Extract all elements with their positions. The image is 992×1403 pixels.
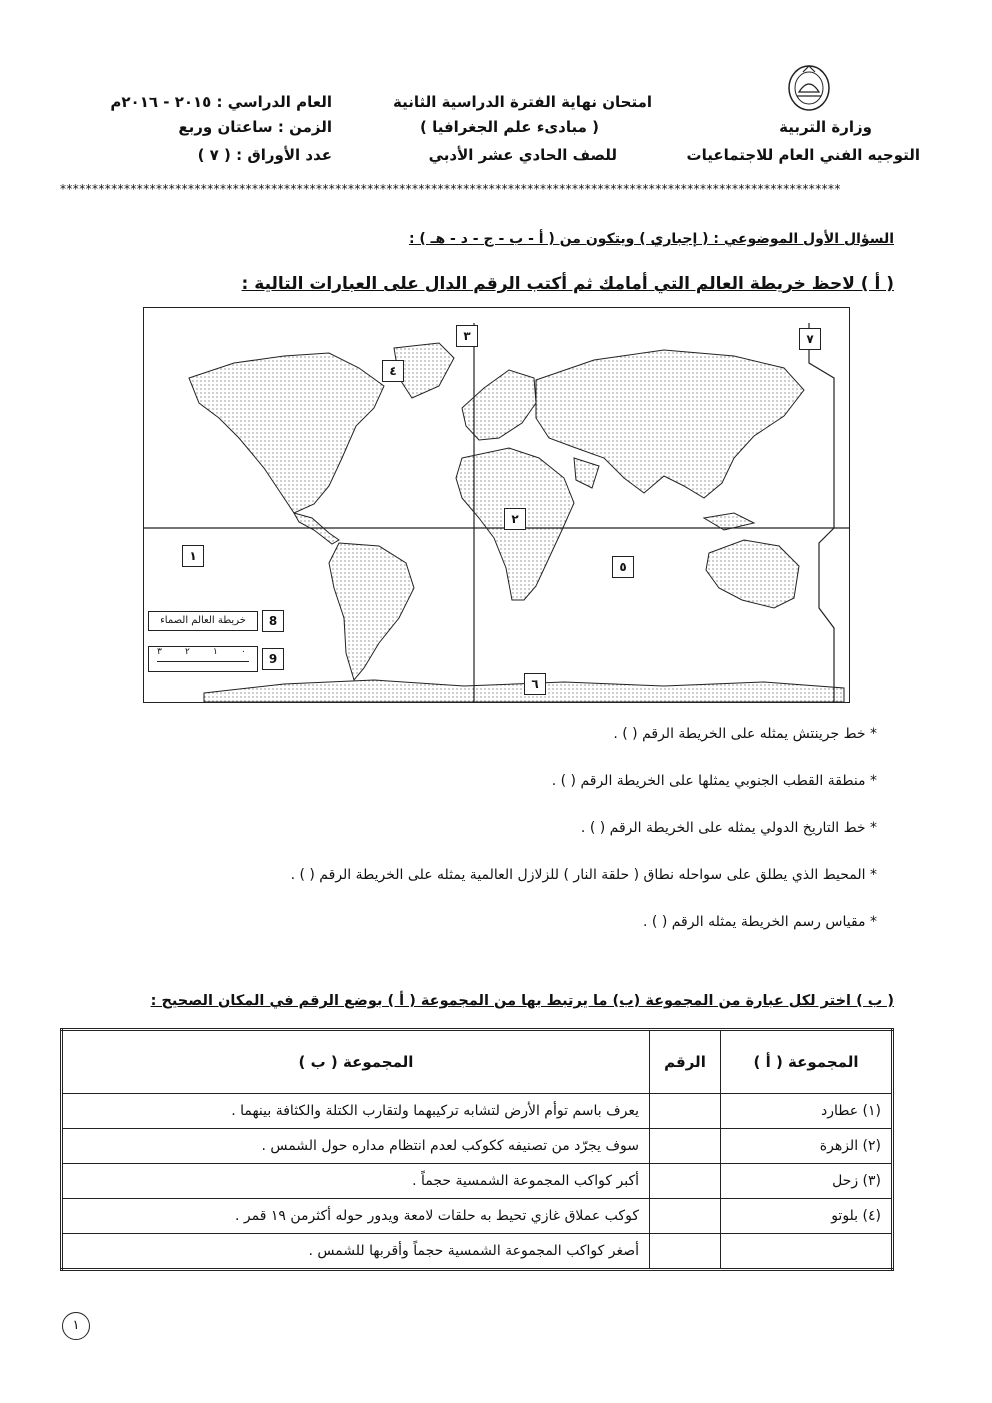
group-a-cell: (٣) زحل bbox=[721, 1164, 893, 1199]
header-group-a: المجموعة ( أ ) bbox=[721, 1030, 893, 1094]
map-label-1: ١ bbox=[182, 545, 204, 567]
header-number: الرقم bbox=[650, 1030, 721, 1094]
number-answer-cell[interactable] bbox=[650, 1164, 721, 1199]
group-b-cell: أصغر كواكب المجموعة الشمسية حجماً وأقربها للشمس . bbox=[62, 1234, 650, 1270]
department-line: التوجيه الفني العام للاجتماعيات bbox=[686, 146, 920, 164]
statement-1: * خط جرينتش يمثله على الخريطة الرقم ( ) . bbox=[613, 726, 877, 742]
map-label-7: ٧ bbox=[799, 328, 821, 350]
date-line bbox=[809, 323, 834, 702]
map-scale-bar bbox=[148, 646, 258, 672]
page-number: ١ bbox=[62, 1312, 90, 1340]
world-map-drawing bbox=[144, 308, 849, 702]
group-a-cell: (٢) الزهرة bbox=[721, 1129, 893, 1164]
question1-title: السؤال الأول الموضوعي : ( إجباري ) ويتكون من ( أ - ب - ج - د - هـ ) : bbox=[408, 231, 894, 247]
ministry-emblem-icon bbox=[785, 62, 833, 118]
number-answer-cell[interactable] bbox=[650, 1129, 721, 1164]
statement-4: * المحيط الذي يطلق على سواحله نطاق ( حلقة النار ) للزلازل العالمية يمثله على الخريطة الرقم ( ) . bbox=[290, 867, 877, 883]
academic-year: العام الدراسي : ٢٠١٥ - ٢٠١٦م bbox=[110, 93, 332, 111]
group-a-cell bbox=[721, 1234, 893, 1270]
map-label-8: 8 bbox=[262, 610, 284, 632]
group-b-cell: أكبر كواكب المجموعة الشمسية حجماً . bbox=[62, 1164, 650, 1199]
table-header-row bbox=[62, 1030, 893, 1094]
statement-5: * مقياس رسم الخريطة يمثله الرقم ( ) . bbox=[643, 914, 877, 930]
subject-line: ( مبادىء علم الجغرافيا ) bbox=[420, 118, 599, 136]
ministry-line: وزارة التربية bbox=[779, 118, 872, 136]
scale-tick-3: ٠ bbox=[241, 647, 246, 657]
map-label-4: ٤ bbox=[382, 360, 404, 382]
map-label-2: ٢ bbox=[504, 508, 526, 530]
table-row bbox=[62, 1129, 893, 1164]
part-b-title: ( ب ) اختر لكل عبارة من المجموعة (ب) ما يرتبط بها من المجموعة ( أ ) بوضع الرقم في المكان الصحيح : bbox=[150, 993, 894, 1009]
map-label-6: ٦ bbox=[524, 673, 546, 695]
header-group-b: المجموعة ( ب ) bbox=[62, 1030, 650, 1094]
group-b-cell: كوكب عملاق غازي تحيط به حلقات لامعة ويدور حوله أكثرمن ١٩ قمر . bbox=[62, 1199, 650, 1234]
matching-table bbox=[60, 1028, 894, 1271]
statement-2: * منطقة القطب الجنوبي يمثلها على الخريطة الرقم ( ) . bbox=[551, 773, 877, 789]
exam-duration: الزمن : ساعتان وربع bbox=[178, 118, 332, 136]
exam-title: امتحان نهاية الفترة الدراسية الثانية bbox=[392, 93, 652, 111]
world-map bbox=[143, 307, 850, 703]
table-row bbox=[62, 1234, 893, 1270]
separator-line: ************************************************************************************************************************** bbox=[60, 182, 841, 196]
scale-tick-2: ١ bbox=[213, 647, 218, 657]
scale-tick-1: ٢ bbox=[185, 647, 190, 657]
scale-tick-0: ٣ bbox=[157, 647, 162, 657]
statement-3: * خط التاريخ الدولي يمثله على الخريطة الرقم ( ) . bbox=[580, 820, 877, 836]
map-label-9: 9 bbox=[262, 648, 284, 670]
grade-line: للصف الحادي عشر الأدبي bbox=[428, 146, 617, 164]
number-answer-cell[interactable] bbox=[650, 1234, 721, 1270]
map-label-5: ٥ bbox=[612, 556, 634, 578]
group-b-cell: سوف يجرّد من تصنيفه ككوكب لعدم انتظام مداره حول الشمس . bbox=[62, 1129, 650, 1164]
map-legend-title: خريطة العالم الصماء bbox=[148, 611, 258, 631]
table-row bbox=[62, 1199, 893, 1234]
number-answer-cell[interactable] bbox=[650, 1094, 721, 1129]
table-row bbox=[62, 1094, 893, 1129]
map-label-3: ٣ bbox=[456, 325, 478, 347]
number-answer-cell[interactable] bbox=[650, 1199, 721, 1234]
group-b-cell: يعرف باسم توأم الأرض لتشابه تركيبهما ولتقارب الكتلة والكثافة بينهما . bbox=[62, 1094, 650, 1129]
group-a-cell: (٤) بلوتو bbox=[721, 1199, 893, 1234]
table-row bbox=[62, 1164, 893, 1199]
pages-count: عدد الأوراق : ( ٧ ) bbox=[197, 146, 332, 164]
group-a-cell: (١) عطارد bbox=[721, 1094, 893, 1129]
part-a-title: ( أ ) لاحظ خريطة العالم التي أمامك ثم أكتب الرقم الدال على العبارات التالية : bbox=[241, 274, 894, 294]
